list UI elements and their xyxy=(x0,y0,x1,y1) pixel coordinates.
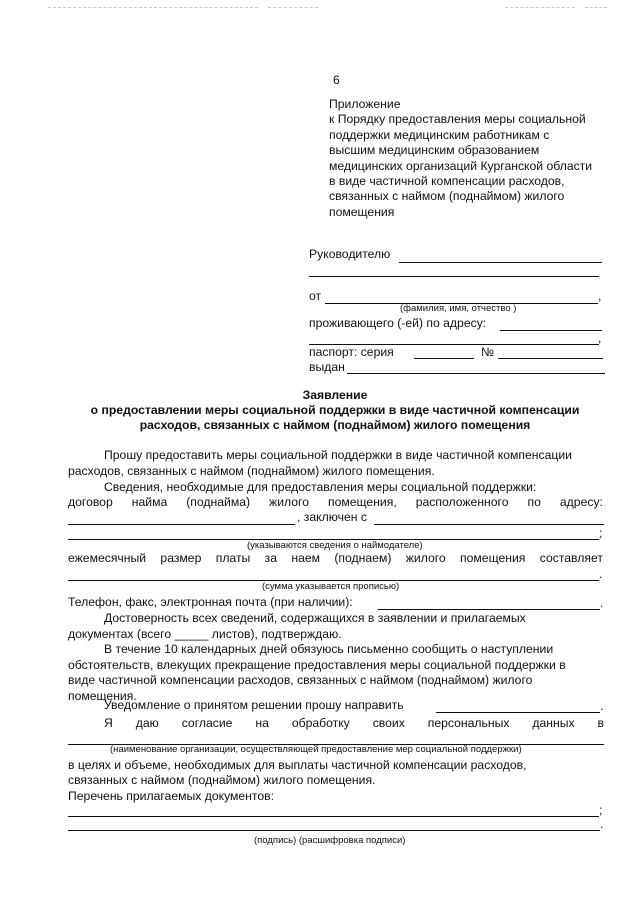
appendix-line: помещения xyxy=(329,204,395,219)
consent-word: своих xyxy=(372,716,405,730)
request-text-cont: расходов, связанных с наймом (поднаймом) жилого помещения. xyxy=(68,464,435,478)
contract-word: жилого xyxy=(269,495,309,509)
contract-word: по xyxy=(527,495,541,509)
document-subtitle-2: расходов, связанных с наймом (поднаймом) жилого помещения xyxy=(139,418,531,432)
monthly-word: ежемесячный xyxy=(68,551,147,565)
monthly-word: (поднаем) xyxy=(334,551,392,565)
contract-word: адресу: xyxy=(559,495,603,509)
phone-period: . xyxy=(600,596,604,610)
from-label: от xyxy=(309,289,322,303)
notify-text-3: виде частичной компенсации расходов, связанных с наймом (поднаймом) жилого xyxy=(68,673,533,687)
consent-word: данных xyxy=(532,716,575,730)
scan-artifact-line xyxy=(268,7,318,8)
request-text: Прошу предоставить меры социальной поддержки в виде частичной компенсации xyxy=(104,448,572,462)
contract-word: расположенного xyxy=(415,495,509,509)
consent-word: на xyxy=(255,716,269,730)
appendix-line: в виде частичной компенсации расходов, xyxy=(329,174,565,189)
scan-artifact-line xyxy=(505,7,575,8)
address-label: проживающего (-ей) по адресу: xyxy=(309,316,487,330)
contract-word: помещения, xyxy=(328,495,397,509)
purpose-text-1: в целях и объеме, необходимых для выплаты частичной компенсации расходов, xyxy=(68,758,527,772)
monthly-word: наем xyxy=(291,551,321,565)
landlord-field[interactable] xyxy=(374,524,604,525)
decision-period: . xyxy=(600,699,604,713)
scan-artifact-line xyxy=(585,7,607,8)
notify-text-1: В течение 10 календарных дней обязуюсь письменно сообщить о наступлении xyxy=(104,642,554,656)
monthly-fee-line xyxy=(68,551,603,565)
contract-word: договор xyxy=(68,495,113,509)
appendix-line: медицинских организаций Курганской области xyxy=(329,158,593,173)
phone-field[interactable] xyxy=(378,609,600,610)
contract-line xyxy=(68,495,603,509)
passport-series-field[interactable] xyxy=(414,358,474,359)
monthly-word: жилого xyxy=(405,551,446,565)
property-address-field[interactable] xyxy=(68,524,295,525)
head-name-field[interactable] xyxy=(399,262,602,263)
amount-hint: (сумма указывается прописью) xyxy=(262,581,400,592)
monthly-word: за xyxy=(264,551,278,565)
from-punct: , xyxy=(598,289,602,303)
head-name-field-2[interactable] xyxy=(309,276,599,277)
scan-artifact-line xyxy=(48,7,258,8)
contract-word: (поднайма) xyxy=(186,495,251,509)
to-label: Руководителю xyxy=(309,247,391,261)
consent-word: Я xyxy=(104,716,113,730)
monthly-word: размер xyxy=(160,551,202,565)
appendix-line: поддержки медицинским работникам с xyxy=(329,127,550,142)
documents-period: . xyxy=(600,817,604,831)
info-text: Сведения, необходимые для предоставления меры социальной поддержки: xyxy=(104,480,537,494)
documents-field-2[interactable] xyxy=(68,830,600,831)
monthly-word: помещения xyxy=(460,551,526,565)
landlord-semicolon: ; xyxy=(599,526,603,540)
passport-label: паспорт: серия xyxy=(309,345,394,359)
decision-label: Уведомление о принятом решении прошу направить xyxy=(104,698,404,712)
consent-word: персональных xyxy=(427,716,510,730)
appendix-line: связанных с наймом (поднаймом) жилого xyxy=(329,189,565,204)
document-title: Заявление xyxy=(302,388,368,402)
appendix-line: к Порядку предоставления меры социальной xyxy=(329,112,586,127)
appendix-line: высшим медицинским образованием xyxy=(329,143,540,158)
documents-field-1[interactable] xyxy=(68,816,599,817)
name-hint: (фамилия, имя, отчество ) xyxy=(400,303,517,314)
concluded-label: , заключен с xyxy=(297,510,367,524)
passport-number-field[interactable] xyxy=(498,358,603,359)
phone-label: Телефон, факс, электронная почта (при наличии): xyxy=(68,595,353,609)
contract-word: найма xyxy=(131,495,168,509)
consent-word: даю xyxy=(135,716,159,730)
monthly-word: платы xyxy=(215,551,251,565)
issued-label: выдан xyxy=(309,360,345,374)
appendix-line: Приложение xyxy=(329,97,401,111)
signature-hint: (подпись) (расшифровка подписи) xyxy=(254,835,406,846)
amount-period: . xyxy=(599,567,603,581)
purpose-text-2: связанных с наймом (поднаймом) жилого помещения. xyxy=(68,773,376,787)
reliability-text: Достоверность всех сведений, содержащихся в заявлении и прилагаемых xyxy=(104,611,526,625)
document-subtitle-1: о предоставлении меры социальной поддержки в виде частичной компенсации xyxy=(90,403,580,417)
consent-word: в xyxy=(597,716,604,730)
landlord-hint: (указываются сведения о наймодателе) xyxy=(247,540,423,551)
monthly-word: составляет xyxy=(539,551,603,565)
passport-number-label: № xyxy=(481,345,495,359)
page-number: 6 xyxy=(333,73,340,87)
consent-word: обработку xyxy=(291,716,350,730)
organization-hint: (наименование организации, осуществляющей предоставление мер социальной поддержки) xyxy=(110,744,522,755)
notify-text-2: обстоятельств, влекущих прекращение предоставления меры социальной поддержки в xyxy=(68,658,566,672)
consent-line xyxy=(104,716,604,730)
consent-word: согласие xyxy=(181,716,233,730)
address-field[interactable] xyxy=(500,330,602,331)
notify-text-4: помещения. xyxy=(68,689,137,703)
documents-label: Перечень прилагаемых документов: xyxy=(68,789,274,803)
decision-address-field[interactable] xyxy=(436,712,600,713)
reliability-text-cont: документах (всего _____ листов), подтверждаю. xyxy=(68,627,342,641)
appendix-block xyxy=(329,97,592,220)
issued-field[interactable] xyxy=(347,373,605,374)
documents-semicolon: ; xyxy=(599,803,603,817)
address-punct: , xyxy=(598,331,602,345)
